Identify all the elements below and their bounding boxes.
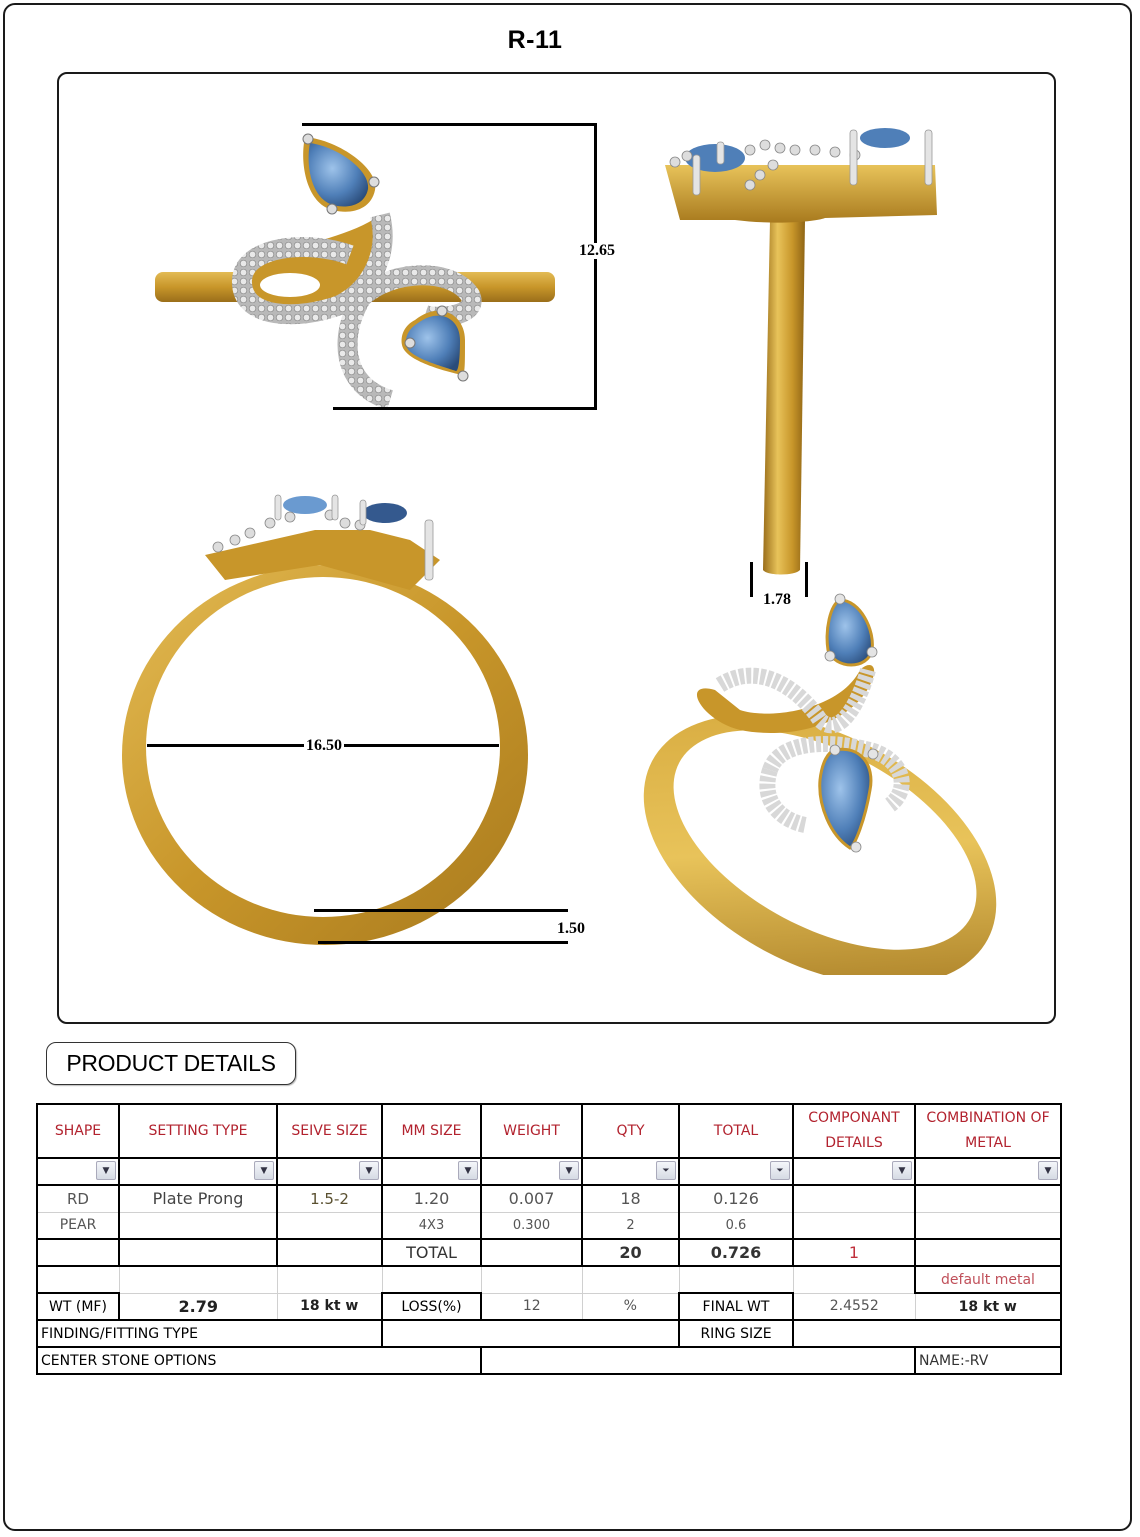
- table-header-row: [37, 1104, 1061, 1158]
- loss-label: LOSS(%): [382, 1293, 481, 1320]
- totals-empty-cell: [37, 1239, 119, 1266]
- ring-size-value: [793, 1320, 1061, 1347]
- empty-cell: [582, 1266, 679, 1293]
- cell-mm-size: 1.20: [382, 1185, 481, 1212]
- totals-empty-cell: [119, 1239, 277, 1266]
- empty-cell: [119, 1266, 277, 1293]
- cell-setting-type: Plate Prong: [119, 1185, 277, 1212]
- column-header-total: TOTAL: [679, 1104, 793, 1158]
- dropdown-arrow-icon[interactable]: ▼: [96, 1161, 116, 1180]
- empty-cell: [382, 1266, 481, 1293]
- cell-total: 0.6: [679, 1212, 793, 1239]
- cell-qty: 2: [582, 1212, 679, 1239]
- dropdown-arrow-icon[interactable]: ▼: [559, 1161, 579, 1180]
- ring-size-label: RING SIZE: [679, 1320, 793, 1347]
- column-header-componant-details: COMPONANT DETAILS: [793, 1104, 915, 1158]
- wt-mf-value: 2.79: [119, 1293, 277, 1320]
- wt-mf-label: WT (MF): [37, 1293, 119, 1320]
- dropdown-arrow-icon[interactable]: ▼: [892, 1161, 912, 1180]
- loss-value: 12: [481, 1293, 582, 1320]
- empty-cell: [37, 1266, 119, 1293]
- cell-shape: RD: [37, 1185, 119, 1212]
- empty-cell: [679, 1266, 793, 1293]
- filter-cell-shape: [37, 1158, 119, 1185]
- column-header-weight: WEIGHT: [481, 1104, 582, 1158]
- empty-cell: [793, 1266, 915, 1293]
- totals-qty: 20: [582, 1239, 679, 1266]
- cell-seive-size: [277, 1212, 382, 1239]
- filter-cell-setting-type: [119, 1158, 277, 1185]
- column-header-setting-type: SETTING TYPE: [119, 1104, 277, 1158]
- center-stone-options-value: [481, 1347, 915, 1374]
- cell-seive-size: 1.5-2: [277, 1185, 382, 1212]
- filter-cell-combination: [915, 1158, 1061, 1185]
- document-title: R-11: [507, 26, 563, 54]
- table-row: [37, 1185, 1061, 1212]
- ring-top-view: [140, 115, 620, 420]
- thickness-line-top: [314, 909, 568, 912]
- finding-type-label: FINDING/FITTING TYPE: [37, 1320, 382, 1347]
- table-row: [37, 1212, 1061, 1239]
- filter-cell-qty: [582, 1158, 679, 1185]
- empty-cell: [481, 1266, 582, 1293]
- metal-value: 18 kt w: [277, 1293, 382, 1320]
- final-wt-label: FINAL WT: [679, 1293, 793, 1320]
- combination-metal-value: 18 kt w: [915, 1293, 1061, 1320]
- filter-cell-mm-size: [382, 1158, 481, 1185]
- column-header-combination-of-metal: COMBINATION OF METAL: [915, 1104, 1061, 1158]
- empty-cell: [277, 1266, 382, 1293]
- finding-row: [37, 1320, 1061, 1347]
- shank-width-dimension-label: 1.78: [763, 591, 791, 608]
- filter-funnel-icon[interactable]: ⏷: [770, 1161, 790, 1180]
- finding-type-value: [382, 1320, 679, 1347]
- filter-cell-componant: [793, 1158, 915, 1185]
- cell-weight: 0.007: [481, 1185, 582, 1212]
- filter-cell-seive-size: [277, 1158, 382, 1185]
- cell-combination: [915, 1212, 1061, 1239]
- totals-empty-cell: [915, 1239, 1061, 1266]
- filter-row: [37, 1158, 1061, 1185]
- dropdown-arrow-icon[interactable]: ▼: [1038, 1161, 1058, 1180]
- height-dimension-label: 12.65: [579, 242, 615, 259]
- dimension-line-bottom: [333, 407, 597, 410]
- default-metal-label: default metal: [915, 1266, 1061, 1293]
- inner-diameter-label: 16.50: [306, 737, 342, 754]
- weight-row: [37, 1293, 1061, 1320]
- dropdown-arrow-icon[interactable]: ▼: [458, 1161, 478, 1180]
- center-stone-options-label: CENTER STONE OPTIONS: [37, 1347, 481, 1374]
- column-header-seive-size: SEIVE SIZE: [277, 1104, 382, 1158]
- dimension-line-top: [302, 123, 597, 126]
- cell-shape: PEAR: [37, 1212, 119, 1239]
- designer-name: NAME:-RV: [915, 1347, 1061, 1374]
- filter-funnel-icon[interactable]: ⏷: [656, 1161, 676, 1180]
- dropdown-arrow-icon[interactable]: ▼: [254, 1161, 274, 1180]
- totals-row: [37, 1239, 1061, 1266]
- cell-setting-type: [119, 1212, 277, 1239]
- column-header-mm-size: MM SIZE: [382, 1104, 481, 1158]
- cell-combination: [915, 1185, 1061, 1212]
- filter-cell-total: [679, 1158, 793, 1185]
- dropdown-arrow-icon[interactable]: ▼: [359, 1161, 379, 1180]
- totals-componant: 1: [793, 1239, 915, 1266]
- ring-front-view: [110, 485, 540, 960]
- totals-empty-cell: [481, 1239, 582, 1266]
- loss-unit: %: [582, 1293, 679, 1320]
- filter-cell-weight: [481, 1158, 582, 1185]
- default-metal-row: [37, 1266, 1061, 1293]
- final-wt-value: 2.4552: [793, 1293, 915, 1320]
- totals-empty-cell: [277, 1239, 382, 1266]
- center-stone-row: [37, 1347, 1061, 1374]
- thickness-line-bottom: [318, 941, 568, 944]
- product-details-table: [36, 1103, 1062, 1375]
- band-thickness-label: 1.50: [557, 920, 585, 937]
- cell-qty: 18: [582, 1185, 679, 1212]
- ring-perspective-view: [620, 590, 1020, 975]
- cell-componant: [793, 1212, 915, 1239]
- column-header-qty: QTY: [582, 1104, 679, 1158]
- column-header-shape: SHAPE: [37, 1104, 119, 1158]
- totals-total: 0.726: [679, 1239, 793, 1266]
- product-details-heading: PRODUCT DETAILS: [46, 1042, 296, 1085]
- cell-total: 0.126: [679, 1185, 793, 1212]
- cell-mm-size: 4X3: [382, 1212, 481, 1239]
- cell-weight: 0.300: [481, 1212, 582, 1239]
- totals-label: TOTAL: [382, 1239, 481, 1266]
- cell-componant: [793, 1185, 915, 1212]
- dimension-line-vertical: [594, 123, 597, 410]
- ring-side-view: [655, 120, 945, 580]
